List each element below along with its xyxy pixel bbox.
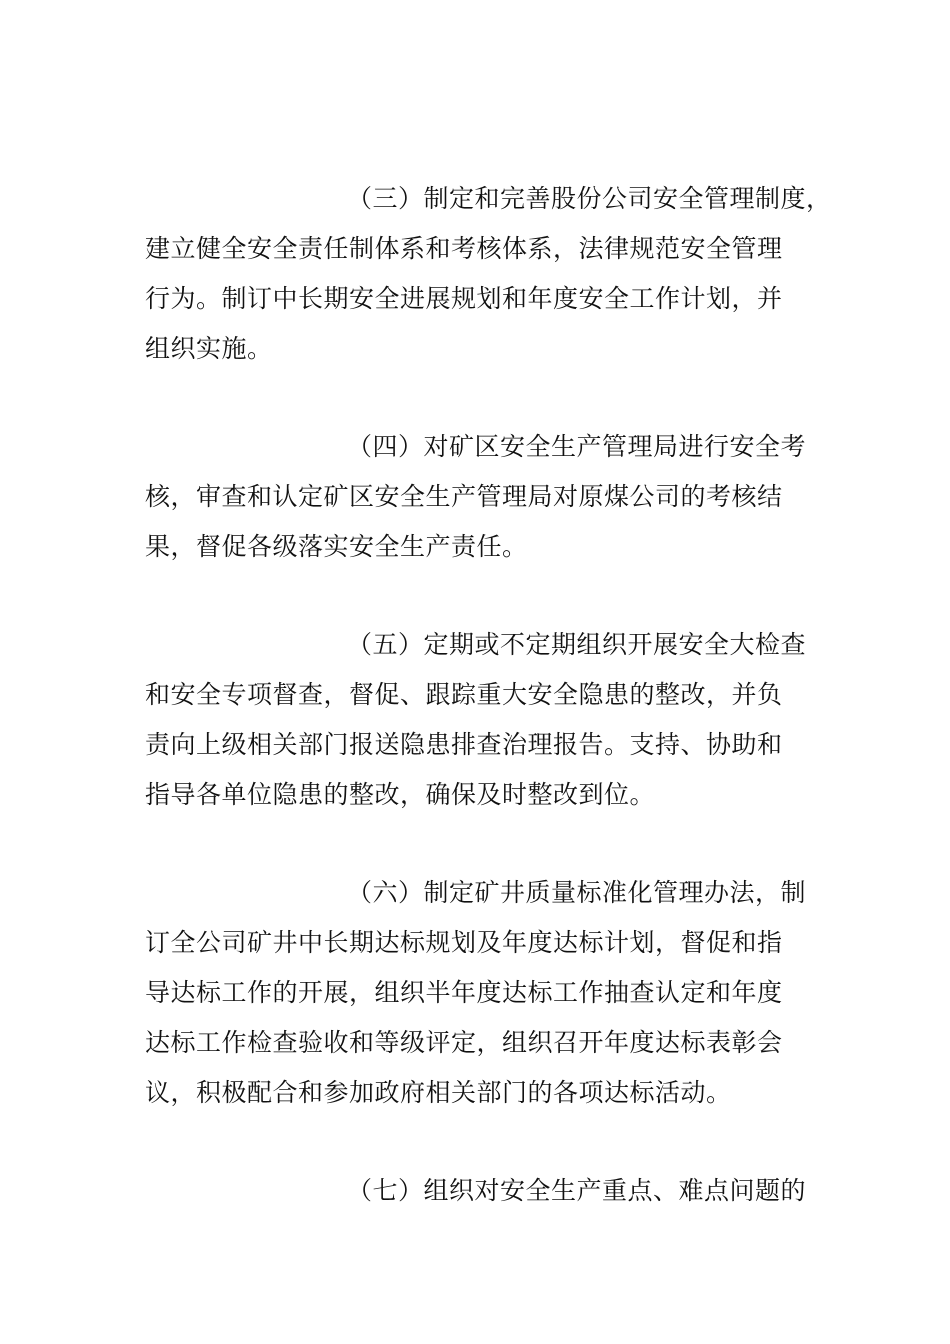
paragraph-line: 果，督促各级落实安全生产责任。 bbox=[145, 532, 528, 561]
paragraph-line: （七）组织对安全生产重点、难点问题的 bbox=[347, 1176, 807, 1205]
paragraph-line: 和安全专项督查，督促、跟踪重大安全隐患的整改，并负 bbox=[145, 680, 783, 709]
paragraph-line: 责向上级相关部门报送隐患排查治理报告。支持、协助和 bbox=[145, 730, 783, 759]
paragraph-line: 指导各单位隐患的整改，确保及时整改到位。 bbox=[145, 780, 656, 809]
paragraph-line: 达标工作检查验收和等级评定，组织召开年度达标表彰会 bbox=[145, 1028, 783, 1057]
paragraph-line: （三）制定和完善股份公司安全管理制度， bbox=[347, 184, 832, 213]
paragraph-line: （四）对矿区安全生产管理局进行安全考 bbox=[347, 432, 807, 461]
paragraph-line: 行为。制订中长期安全进展规划和年度安全工作计划，并 bbox=[145, 284, 783, 313]
paragraph-line: 订全公司矿井中长期达标规划及年度达标计划，督促和指 bbox=[145, 928, 783, 957]
paragraph-line: 导达标工作的开展，组织半年度达标工作抽查认定和年度 bbox=[145, 978, 783, 1007]
paragraph-line: （五）定期或不定期组织开展安全大检查 bbox=[347, 630, 807, 659]
paragraph-line: 建立健全安全责任制体系和考核体系，法律规范安全管理 bbox=[145, 234, 783, 263]
paragraph-line: 议，积极配合和参加政府相关部门的各项达标活动。 bbox=[145, 1078, 732, 1107]
paragraph-line: 核，审查和认定矿区安全生产管理局对原煤公司的考核结 bbox=[145, 482, 783, 511]
paragraph-line: 组织实施。 bbox=[145, 334, 273, 363]
paragraph-line: （六）制定矿井质量标准化管理办法，制 bbox=[347, 878, 807, 907]
